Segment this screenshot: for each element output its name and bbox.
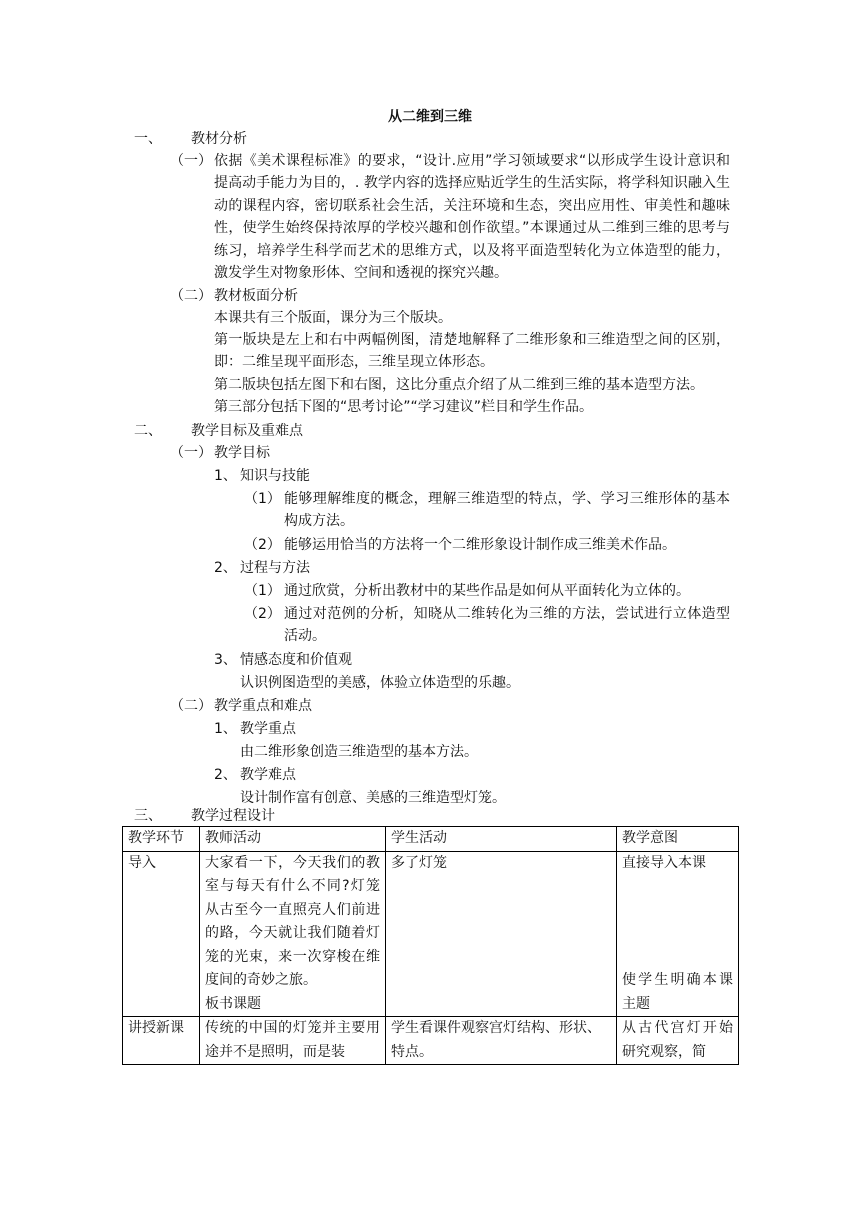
row1-intent (617, 851, 739, 1017)
document-title: 从二维到三维 (388, 109, 472, 125)
row2-stage: 讲授新课 (123, 1017, 200, 1065)
section-2-heading: 教学目标及重难点 (191, 423, 303, 439)
objective-2-heading: 过程与方法 (240, 560, 310, 576)
header-student: 学生活动 (386, 827, 617, 852)
sec2-sub1-heading: 教学目标 (214, 445, 270, 461)
row1-teacher-note: 板书课题 (205, 995, 261, 1012)
row2-student: 学生看课件观察宫灯结构、形状、特点。 (386, 1017, 617, 1065)
sec1-sub1-text: 依据《美术课程标准》的要求，“设计.应用”学习领域要求“以形成学生设计意识和提高动手能力为目的，. 教学内容的选择应贴近学生的生活实际，将学科知识融入生动的课程内容，密切联系社会生活，关注环境和生态，突出应用性、审美性和趣味性，使学生始终保持浓厚的学校兴趣和创作欲望。”本课通过从二维到三维的思考与练习，培养学生科学而艺术的思维方式，以及将平面造型转化为立体造型的能力，激发学生对物象形体、空间和透视的探究兴趣。 (214, 153, 730, 282)
objective-1a-text: 能够理解维度的概念，理解三维造型的特点，学、学习三维形体的基本构成方法。 (284, 491, 730, 530)
header-stage: 教学环节 (123, 827, 200, 852)
sec1-sub2-p2: 第一版块是左上和右中两幅例图，清楚地解释了二维形象和三维造型之间的区别，即：二维呈现平面形态，三维呈现立体形态。 (214, 332, 730, 371)
difficulty-heading: 教学难点 (240, 767, 296, 783)
objective-2-number: 2、 (214, 560, 237, 576)
sec2-sub2-number: （二） (170, 698, 212, 714)
table-row (123, 851, 739, 1017)
objective-1b-number: （2） (244, 537, 281, 553)
sec1-sub2-p1: 本课共有三个版面，课分为三个版块。 (214, 310, 452, 326)
objective-1b-text: 能够运用恰当的方法将一个二维形象设计制作成三维美术作品。 (284, 537, 676, 553)
row1-intent-note: 使学生明确本课主题 (622, 972, 733, 1012)
row1-intent-text: 直接导入本课 (622, 854, 706, 871)
row1-stage: 导入 (123, 851, 200, 1017)
objective-2a-text: 通过欣赏，分析出教材中的某些作品是如何从平面转化为立体的。 (284, 583, 690, 599)
objective-2b-number: （2） (244, 606, 281, 622)
objective-1a-number: （1） (244, 491, 281, 507)
key-point-text: 由二维形象创造三维造型的基本方法。 (240, 744, 478, 760)
section-1-heading: 教材分析 (191, 131, 247, 147)
key-point-number: 1、 (214, 721, 237, 737)
sec2-sub1-number: （一） (170, 445, 212, 461)
objective-2b-text: 通过对范例的分析，知晓从二维转化为三维的方法，尝试进行立体造型活动。 (284, 606, 730, 645)
table-row (123, 1017, 739, 1065)
difficulty-text: 设计制作富有创意、美感的三维造型灯笼。 (240, 790, 506, 806)
row1-intent-spacer (622, 875, 733, 969)
table-header-row (123, 827, 739, 852)
objective-2a-number: （1） (244, 583, 281, 599)
section-3-heading: 教学过程设计 (191, 808, 275, 824)
sec1-sub2-number: （二） (170, 288, 212, 304)
section-2-number: 二、 (134, 423, 162, 439)
key-point-heading: 教学重点 (240, 721, 296, 737)
difficulty-number: 2、 (214, 767, 237, 783)
row1-teacher-text: 大家看一下，今天我们的教室与每天有什么不同?灯笼从古至今一直照亮人们前进的路，今天就让我们随着灯笼的光束，来一次穿梭在维度间的奇妙之旅。 (205, 854, 380, 988)
sec1-sub2-p3: 第二版块包括左图下和右图，这比分重点介绍了从二维到三维的基本造型方法。 (214, 377, 704, 393)
sec2-sub2-heading: 教学重点和难点 (214, 698, 312, 714)
objective-3-number: 3、 (214, 652, 237, 668)
objective-1-number: 1、 (214, 468, 237, 484)
section-3-number: 三、 (134, 808, 162, 824)
lesson-process-table (122, 826, 739, 1065)
sec1-sub2-p4: 第三部分包括下图的“思考讨论”“学习建议”栏目和学生作品。 (214, 399, 594, 415)
sec1-sub2-heading: 教材板面分析 (214, 288, 298, 304)
sec1-sub1-number: （一） (170, 153, 212, 169)
objective-1-heading: 知识与技能 (240, 468, 310, 484)
objective-3-heading: 情感态度和价值观 (240, 652, 352, 668)
section-1-number: 一、 (134, 131, 162, 147)
row2-intent: 从古代宫灯开始研究观察，简 (617, 1017, 739, 1065)
row2-teacher: 传统的中国的灯笼并主要用途并不是照明，而是装 (200, 1017, 386, 1065)
row1-student: 多了灯笼 (386, 851, 617, 1017)
objective-3-text: 认识例图造型的美感，体验立体造型的乐趣。 (240, 675, 520, 691)
header-teacher: 教师活动 (200, 827, 386, 852)
row1-teacher (200, 851, 386, 1017)
header-intent: 教学意图 (617, 827, 739, 852)
